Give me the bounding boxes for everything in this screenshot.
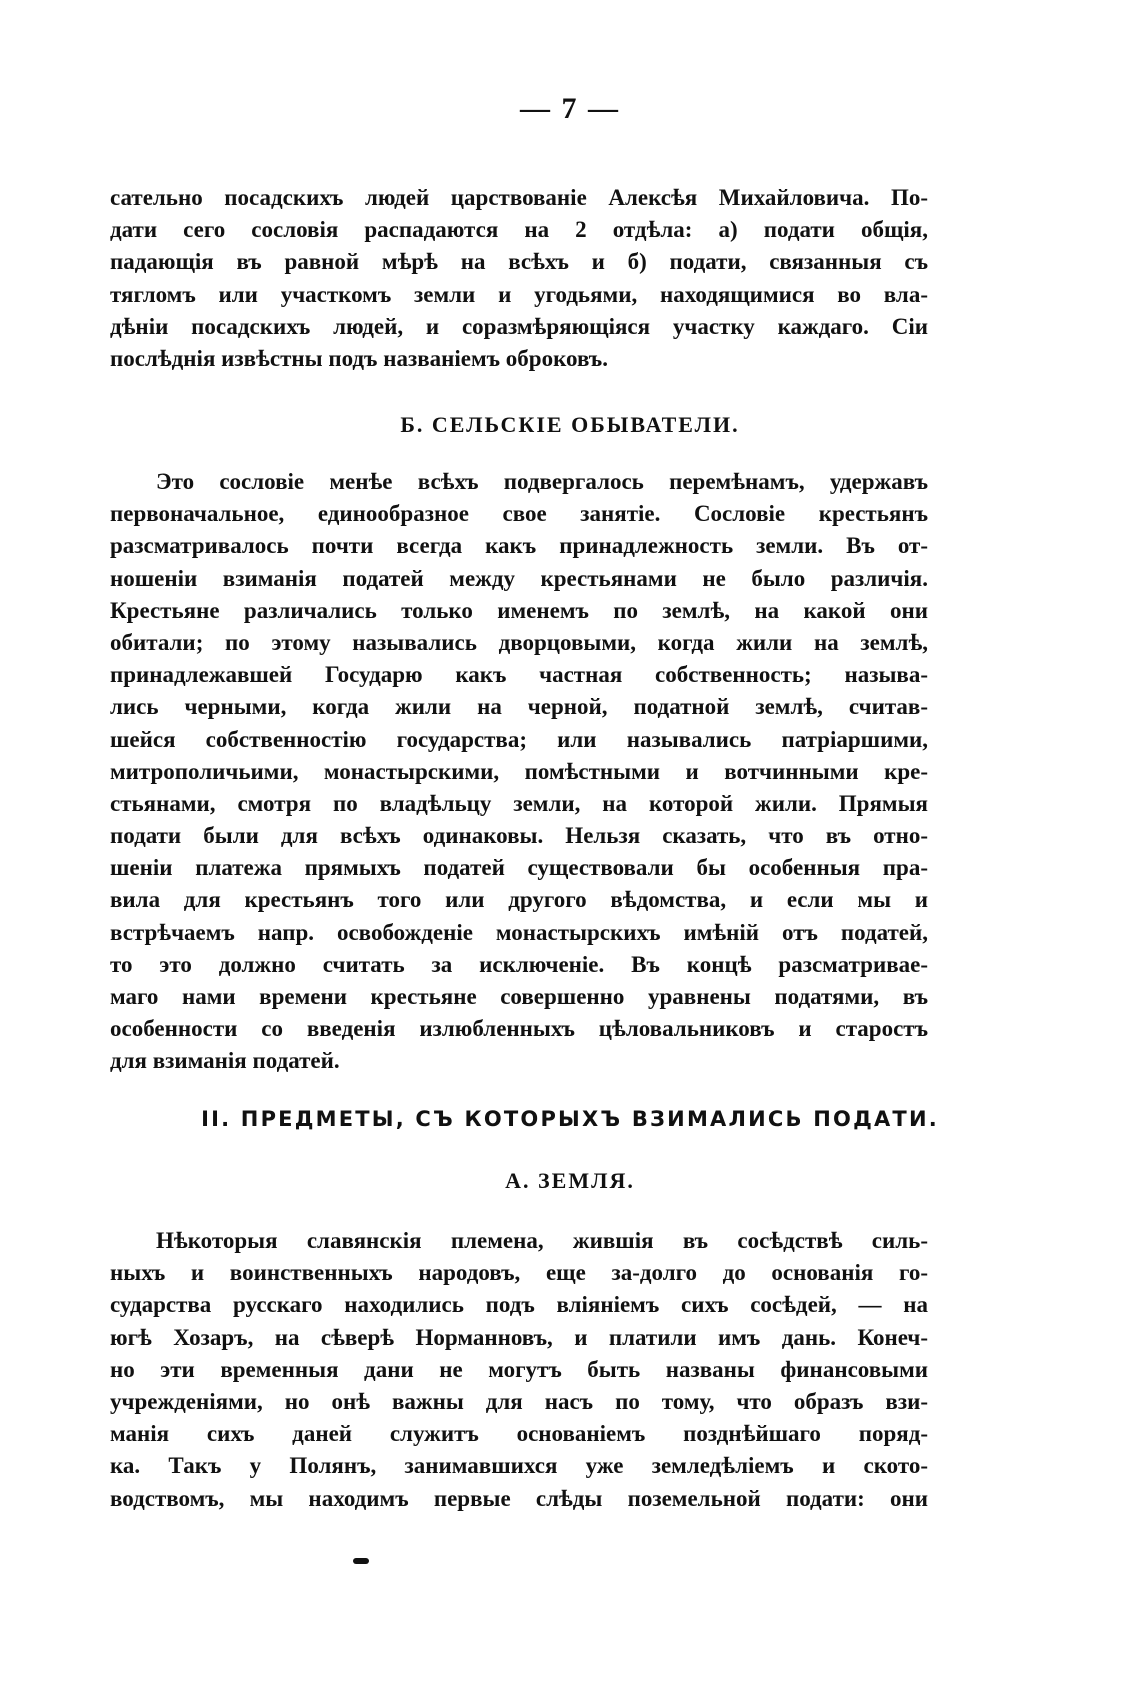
text-line: Это сословіе менѣе всѣхъ подвергалось перемѣнамъ, удержавъ bbox=[156, 469, 928, 494]
text-line: подати были для всѣхъ одинаковы. Нельзя сказать, что въ отно- bbox=[110, 823, 928, 849]
text-line: встрѣчаемъ напр. освобожденіе монастырскихъ имѣній отъ податей, bbox=[110, 919, 928, 945]
text-line: Крестьяне различались только именемъ по землѣ, на какой они bbox=[110, 597, 928, 623]
text-line: манія сихъ даней служитъ основаніемъ позднѣйшаго поряд- bbox=[110, 1421, 928, 1447]
paragraph-posad-taxes bbox=[110, 182, 928, 375]
subsection-heading-land: А. ЗЕМЛЯ. bbox=[505, 1168, 635, 1193]
text-line: дати сего сословія распадаются на 2 отдѣла: а) подати общія, bbox=[110, 217, 928, 243]
text-line: сательно посадскихъ людей царствованіе Алексѣя Михайловича. По- bbox=[110, 185, 928, 210]
text-line: ношеніи взиманія податей между крестьянами не было различія. bbox=[110, 565, 928, 591]
text-line: лись черными, когда жили на черной, податной землѣ, считав- bbox=[110, 694, 928, 720]
text-line: ныхъ и воинственныхъ народовъ, еще за-долго до основанія го- bbox=[110, 1260, 928, 1286]
paragraph-land bbox=[110, 1225, 928, 1515]
text-line: югѣ Хозаръ, на сѣверѣ Норманновъ, и платили имъ дань. Конеч- bbox=[110, 1324, 928, 1350]
text-line: первоначальное, единообразное свое занятіе. Сословіе крестьянъ bbox=[110, 501, 928, 527]
text-line: учрежденіями, но онѣ важны для насъ по тому, что образъ взи- bbox=[110, 1388, 928, 1414]
text-line: тягломъ или участкомъ земли и угодьями, находящимися во вла- bbox=[110, 281, 928, 307]
ink-blot bbox=[353, 1558, 369, 1564]
text-line: обитали; по этому назывались дворцовыми, когда жили на землѣ, bbox=[110, 629, 928, 655]
text-line: сударства русскаго находились подъ вліяніемъ сихъ сосѣдей, — на bbox=[110, 1292, 928, 1318]
section-heading-rural-inhabitants: Б. СЕЛЬСКІЕ ОБЫВАТЕЛИ. bbox=[400, 412, 740, 437]
text-line: водствомъ, мы находимъ первые слѣды поземельной подати: они bbox=[110, 1485, 928, 1511]
text-line: принадлежавшей Государю какъ частная собственность; называ- bbox=[110, 662, 928, 688]
section-heading-taxable-objects: II. ПРЕДМЕТЫ, СЪ КОТОРЫХЪ ВЗИМАЛИСЬ ПОДАТИ. bbox=[201, 1107, 939, 1131]
text-line: вила для крестьянъ того или другого вѣдомства, и если мы и bbox=[110, 887, 928, 913]
page-number: — 7 — bbox=[520, 92, 620, 125]
text-line: послѣднія извѣстны подъ названіемъ оброковъ. bbox=[110, 345, 608, 371]
text-line: но эти временныя дани не могутъ быть названы финансовыми bbox=[110, 1356, 928, 1382]
text-line: шеніи платежа прямыхъ податей существовали бы особенныя пра- bbox=[110, 855, 928, 881]
text-line: для взиманія податей. bbox=[110, 1048, 340, 1074]
text-line: шейся собственностію государства; или назывались патріаршими, bbox=[110, 726, 928, 752]
text-line: особенности со введенія излюбленныхъ цѣловальниковъ и старостъ bbox=[110, 1016, 928, 1042]
paragraph-rural-inhabitants bbox=[110, 466, 928, 1078]
text-line: то это должно считать за исключеніе. Въ концѣ разсматривае- bbox=[110, 951, 928, 977]
text-line: Нѣкоторыя славянскія племена, жившія въ сосѣдствѣ силь- bbox=[156, 1228, 928, 1253]
text-line: падающія въ равной мѣрѣ на всѣхъ и б) подати, связанныя съ bbox=[110, 249, 928, 275]
text-line: митрополичьими, монастырскими, помѣстными и вотчинными кре- bbox=[110, 758, 928, 784]
text-line: стьянами, смотря по владѣльцу земли, на которой жили. Прямыя bbox=[110, 790, 928, 816]
text-line: маго нами времени крестьяне совершенно уравнены податями, въ bbox=[110, 984, 928, 1009]
text-line: разсматривалось почти всегда какъ принадлежность земли. Въ от- bbox=[110, 533, 928, 559]
text-line: ка. Такъ у Полянъ, занимавшихся уже земледѣліемъ и ското- bbox=[110, 1453, 928, 1479]
text-line: дѣніи посадскихъ людей, и соразмѣряющіяся участку каждаго. Сіи bbox=[110, 313, 928, 339]
